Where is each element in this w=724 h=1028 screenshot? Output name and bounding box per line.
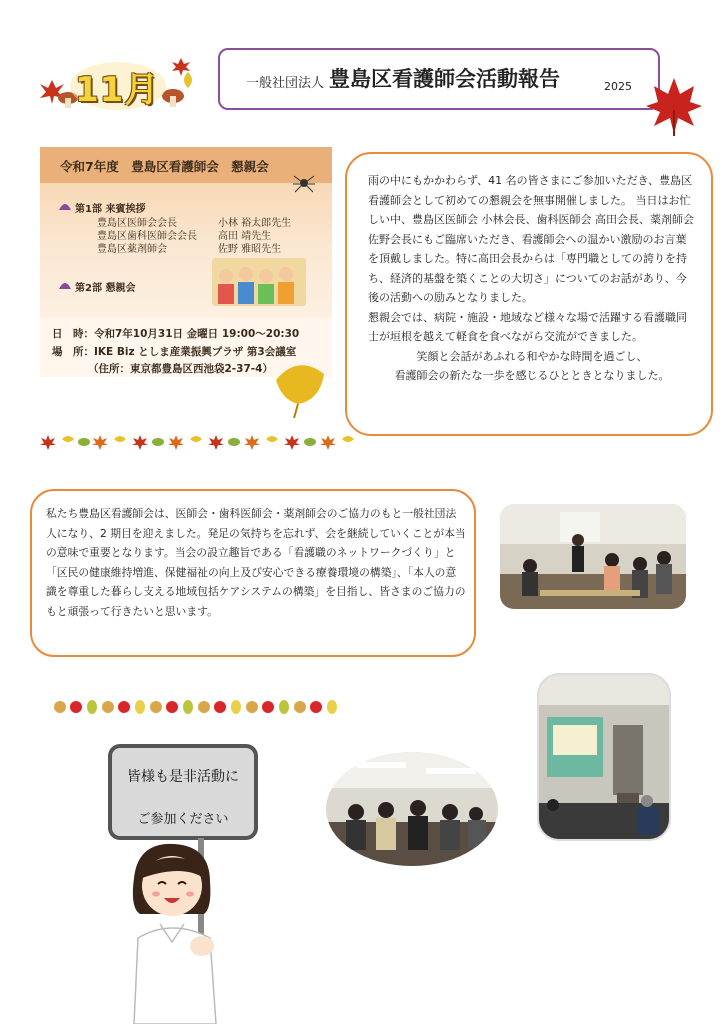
apple-icon — [214, 701, 226, 713]
pear-icon — [87, 700, 97, 714]
ginkgo-leaf-icon — [184, 72, 192, 88]
leaf-icon — [304, 438, 316, 446]
fruit-divider — [52, 697, 352, 715]
maple-leaf-icon — [284, 435, 300, 450]
leaf-icon — [78, 438, 90, 446]
ginkgo-leaf-icon — [114, 436, 126, 442]
apple-icon — [310, 701, 322, 713]
program-place: 場 所：IKE Biz としま産業振興プラザ 第3会議室 — [52, 346, 297, 358]
month-label: 11月 — [75, 70, 160, 110]
event-photo — [537, 673, 671, 841]
pear-icon — [231, 700, 241, 714]
report-paragraph: 看護師会の新たな一歩を感じるひとときとなりました。 — [394, 369, 670, 382]
maple-leaf-icon — [320, 435, 336, 450]
mission-text — [46, 504, 466, 621]
maple-leaf-icon — [244, 435, 260, 450]
pear-icon — [135, 700, 145, 714]
program-part1: 第1部 来賓挨拶 — [75, 204, 146, 215]
page-title: 豊島区看護師会活動報告 — [329, 67, 560, 91]
chestnut-icon — [54, 701, 66, 713]
event-photo — [500, 504, 686, 609]
maple-leaf-icon — [208, 435, 224, 450]
chestnut-icon — [294, 701, 306, 713]
ginkgo-leaf-icon — [268, 360, 330, 418]
apple-icon — [70, 701, 82, 713]
apple-icon — [118, 701, 130, 713]
nurse-illustration — [120, 838, 230, 1024]
spider-icon — [292, 172, 316, 194]
guest-name: 佐野 雅昭先生 — [218, 244, 282, 255]
chestnut-icon — [102, 701, 114, 713]
leaf-icon — [228, 438, 240, 446]
report-paragraph: 雨の中にもかかわらず、41 名の皆さまにご参加いただき、豊島区看護師会として初めての懇親会を無事開催しました。 当日はお忙しい中、豊島区医師会 小林会長、歯科医師会 高田会長、薬剤師会 佐野会長にもご臨席いただき、看護師会への温かい激励のお言葉を頂戴しました。特に高田会長からは「専門職としての誇りを持ち、経済的基盤を築くことの大切さ」についてのお話があり、今後の活動への励みとなりました。 — [368, 174, 694, 304]
chestnut-icon — [58, 200, 72, 212]
chestnut-icon — [150, 701, 162, 713]
maple-leaf-icon — [168, 435, 184, 450]
org-prefix: 一般社団法人 — [246, 76, 325, 91]
chestnut-icon — [58, 279, 72, 291]
program-address: （住所：東京都豊島区西池袋2-37-4） — [88, 363, 273, 375]
report-text — [368, 171, 696, 386]
report-paragraph: 懇親会では、病院・施設・地域など様々な場で活躍する看護職同士が垣根を越えて軽食を食べながら交流ができました。 — [368, 310, 687, 343]
ginkgo-leaf-icon — [190, 436, 202, 442]
guest-org: 豊島区薬剤師会 — [97, 244, 167, 255]
program-part2: 第2部 懇親会 — [75, 283, 136, 294]
guest-name: 高田 靖先生 — [218, 231, 272, 242]
party-illustration — [212, 258, 306, 306]
ginkgo-leaf-icon — [62, 436, 74, 442]
apple-icon — [262, 701, 274, 713]
leaf-divider — [40, 433, 360, 451]
report-paragraph: 笑顔と会話があふれる和やかな時間を過ごし、 — [416, 349, 648, 363]
ginkgo-leaf-icon — [266, 436, 278, 442]
guest-org: 豊島区医師会会長 — [97, 218, 177, 229]
mushroom-icon — [162, 89, 184, 107]
guest-name: 小林 裕太郎先生 — [218, 218, 292, 229]
apple-icon — [166, 701, 178, 713]
guest-org: 豊島区歯科医師会会長 — [97, 231, 197, 242]
pear-icon — [279, 700, 289, 714]
maple-leaf-icon — [644, 76, 704, 136]
mission-paragraph: 私たち豊島区看護師会は、医師会・歯科医師会・薬剤師会のご協力のもと一般社団法人になり、2 期目を迎えました。発足の気持ちを忘れず、会を継続していくことが本当の意味で重要となります。当会の設立趣旨である「看護職のネットワークづくり」と「区民の健康維持増進、保健福祉の向上及び安心できる療養環境の構築」、「本人の意識を尊重した暮らし支える地域包括ケアシステムの構築」を目指し、皆さまのご協力のもと頑張って行きたいと思います。 — [46, 507, 466, 618]
program-title: 令和7年度 豊島区看護師会 懇親会 — [60, 159, 269, 174]
event-photo — [326, 752, 498, 866]
pear-icon — [183, 700, 193, 714]
maple-leaf-icon — [40, 435, 56, 450]
pear-icon — [327, 700, 337, 714]
chestnut-icon — [198, 701, 210, 713]
program-date: 日 時：令和7年10月31日 金曜日 19:00～20:30 — [52, 328, 300, 340]
leaf-icon — [152, 438, 164, 446]
chestnut-icon — [246, 701, 258, 713]
title-year: 2025 — [604, 80, 632, 93]
maple-leaf-icon — [132, 435, 148, 450]
ginkgo-leaf-icon — [342, 436, 354, 442]
maple-leaf-icon — [92, 435, 108, 450]
sign-text-line: ご参加ください — [137, 812, 229, 827]
sign-text-line: 皆様も是非活動に — [127, 769, 239, 785]
